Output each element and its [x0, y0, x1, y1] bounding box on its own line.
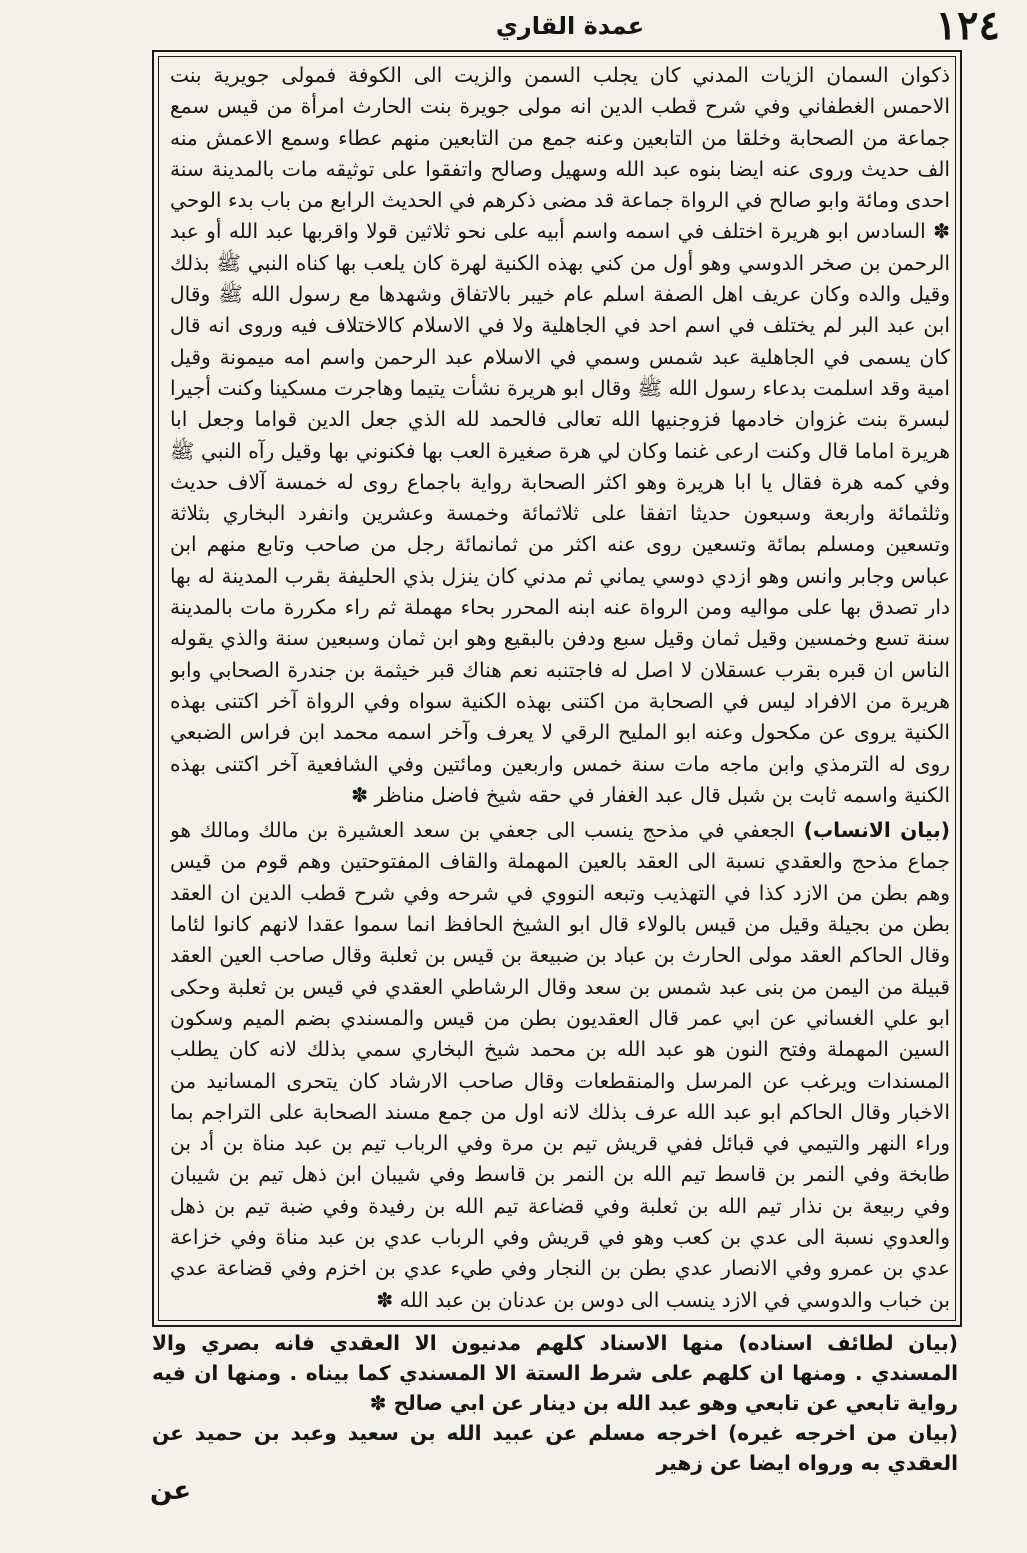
running-title: عمدة القاري: [495, 12, 645, 40]
note-heading-sources: (بيان من اخرجه غيره): [728, 1421, 958, 1445]
section-heading-genealogies: (بيان الانساب): [803, 818, 950, 843]
paragraph-genealogies: [170, 815, 950, 1316]
section-text-genealogies: الجعفي في مذحج ينسب الى جعفي بن سعد العشيرة بن مالك ومالك هو جماع مذحج والعقدي نسبة الى العقد بالعين المهملة والقاف المفتوحتين وهم قوم من قيس وهم بطن من الازد كذا في التهذيب وتبعه النووي في شرحه وفي شرح قطب الدين ان العقد بطن من بجيلة وقيل من قيس بالولاء قال ابو الشيخ الحافظ انما سموا عقدا لانهم كانوا لئاما وقال الحاكم العقد مولى الحارث بن عباد بن ضبيعة بن قيس بن ثعلبة وقال صاحب العين العقد قبيلة من اليمن من بنى عبد شمس بن سعد وقال الرشاطي العقدي في قيس بن ثعلبة وحكى ابو علي الغساني عن ابي عمر قال العقديون بطن من قيس والمسندي بضم الميم وسكون السين المهملة وفتح النون هو عبد الله بن محمد شيخ البخاري سمي بذلك لانه كان يطلب المسندات ويرغب عن المرسل والمنقطعات وقال صاحب الارشاد كان يتحرى المسانيد من الاخبار وقال الحاكم ابو عبد الله عرف بذلك لانه اول من جمع مسند الصحابة على التراجم بما وراء النهر والتيمي في قبائل ففي قريش تيم بن مرة وفي الرباب تيم بن عبد مناة بن أد بن طابخة وفي النمر بن قاسط تيم الله بن النمر بن قاسط وفي شيبان ابن ذهل تيم بن شيبان وفي ربيعة بن نذار تيم الله بن ثعلبة وفي قضاعة تيم الله بن رفيدة وفي ضبة تيم بن ذهل والعدوي نسبة الى عدي بن كعب وهو في قريش وفي الرباب عدي بن عبد مناة وفي خزاعة عدي بن عمرو وفي الانصار عدي بطن بن النجار وفي طيء عدي بن اخزم وفي قضاعة عدي بن خباب والدوسي في الازد ينسب الى دوس بن عدنان بن عبد الله ✽: [170, 818, 950, 1312]
paragraph-narrators: ذكوان السمان الزيات المدني كان يجلب السمن والزيت الى الكوفة فمولى جويرية بنت الاحمس الغطفاني وفي شرح قطب الدين انه مولى جويرة بنت الحارث امرأة من قيس سمع جماعة من الصحابة وخلقا من التابعين وعنه جمع من التابعين منهم عطاء وسمع الاعمش منه الف حديث وروى عنه ايضا بنوه عبد الله وسهيل وصالح واتفقوا على توثيقه مات بالمدينة سنة احدى ومائة وابو صالح في الرواة جماعة قد مضى ذكرهم في الحديث الرابع من باب بدء الوحي ✽ السادس ابو هريرة اختلف في اسمه واسم أبيه على نحو ثلاثين قولا واقربها عبد الله أو عبد الرحمن بن صخر الدوسي وهو أول من كني بهذه الكنية لهرة كان يلعب بها كناه النبي ﷺ بذلك وقيل والده وكان عريف اهل الصفة اسلم عام خيبر بالاتفاق وشهدها مع رسول الله ﷺ وقال ابن عبد البر لم يختلف في اسم احد في الجاهلية ولا في الاسلام كالاختلاف فيه وروى انه قال كان يسمى في الجاهلية عبد شمس وسمي في الاسلام عبد الرحمن واسم امه ميمونة وقيل امية وقد اسلمت بدعاء رسول الله ﷺ وقال ابو هريرة نشأت يتيما وهاجرت مسكينا وكنت أجيرا لبسرة بنت غزوان خادمها فزوجنيها الله تعالى فالحمد لله الذي جعل الدين قواما وجعل ابا هريرة اماما قال وكنت ارعى غنما وكان لي هرة صغيرة العب بها فكنوني بها وقيل رآه النبي ﷺ وفي كمه هرة فقال يا ابا هريرة وهو اكثر الصحابة رواية باجماع روى له خمسة آلاف حديث وثلثمائة واربعة وسبعون حديثا اتفقا على ثلاثمائة وخمسة وعشرين وانفرد البخاري بثلاثة وتسعين ومسلم بمائة وتسعين روى عنه اكثر من ثمانمائة رجل من صاحب وتابع منهم ابن عباس وجابر وانس وهو ازدي دوسي يماني ثم مدني كان ينزل بذي الحليفة بقرب المدينة له بها دار تصدق بها على مواليه ومن الرواة عنه ابنه المحرر بحاء مهملة ثم راء مكررة مات بالمدينة سنة تسع وخمسين وقيل ثمان وقيل سبع ودفن بالبقيع وهو ابن ثمان وسبعين سنة والذي يقوله الناس ان قبره بقرب عسقلان لا اصل له فاجتنبه نعم هناك قبر خيثمة بن جندرة الصحابي وابو هريرة من الافراد ليس في الصحابة من اكتنى بهذه الكنية سواه وفي الرواة آخر اكتنى بهذه الكنية يروى عن مكحول وعنه ابو المليح الرقي لا يعرف وآخر اسمه محمد ابن فراس الضبعي روى له الترمذي وابن ماجه مات سنة خمس واربعين ومائتين وفي الشافعية آخر اكتنى بهذه الكنية واسمه ثابت بن شبل قال عبد الغفار في حقه شيخ فاضل مناظر ✽: [170, 63, 950, 807]
note-isnad-subtleties: [152, 1328, 958, 1418]
note-other-sources: [152, 1418, 958, 1478]
main-text-block: [170, 60, 950, 1316]
note-text-isnad: منها الاسناد كلهم مدنيون الا العقدي فانه بصري والا المسندي . ومنها ان كلهم على شرط الستة الا المسندي كما بيناه . ومنها ان فيه رواية تابعي عن تابعي وهو عبد الله بن دينار عن ابي صالح ✽: [152, 1331, 958, 1415]
bottom-notes: [152, 1328, 959, 1475]
page-header: [140, 4, 1000, 52]
page-number: ١٢٤: [935, 2, 1000, 49]
note-text-sources: اخرجه مسلم عن عبيد الله بن سعيد وعبد بن حميد عن العقدي به ورواه ايضا عن زهير: [152, 1421, 958, 1475]
catchword: عن: [150, 1476, 192, 1506]
note-heading-isnad: (بيان لطائف اسناده): [738, 1331, 959, 1355]
